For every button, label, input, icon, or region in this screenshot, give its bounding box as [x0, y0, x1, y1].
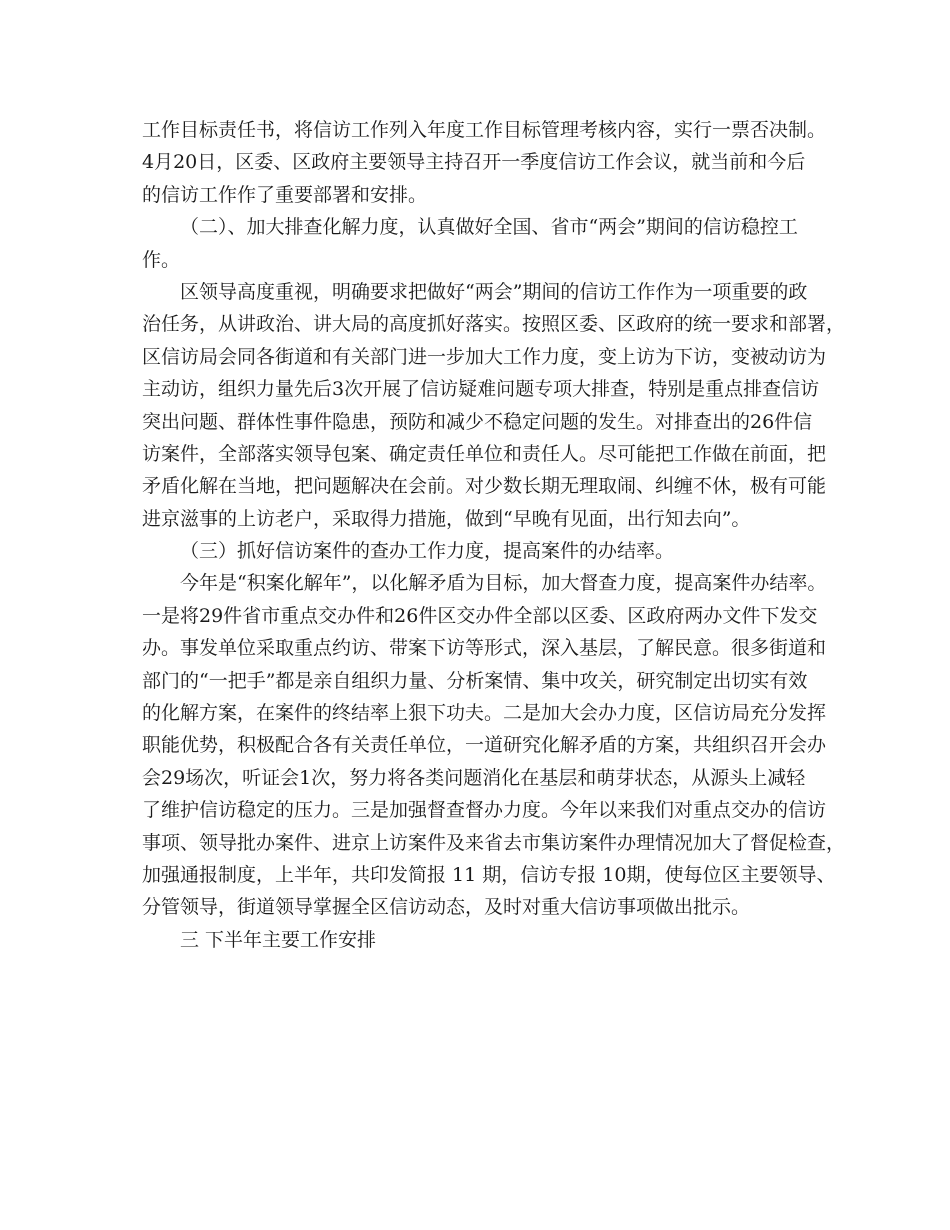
text-line: 一是将29件省市重点交办件和26件区交办件全部以区委、区政府两办文件下发交 [142, 604, 818, 627]
paragraph-start: 今年是“积案化解年”，以化解矛盾为目标，加大督查力度，提高案件办结率。 [180, 572, 827, 595]
text-line: 作。 [142, 248, 181, 271]
document-body [142, 114, 846, 956]
text-line: 4月20日，区委、区政府主要领导主持召开一季度信访工作会议，就当前和今后 [142, 151, 806, 174]
text-line: 部门的“一把手”都是亲自组织力量、分析案情、集中攻关，研究制定出切实有效 [142, 669, 808, 692]
section-heading-3: （三）抓好信访案件的查办工作力度，提高案件的办结率。 [180, 540, 675, 563]
paragraph-start: 区领导高度重视，明确要求把做好“两会”期间的信访工作作为一项重要的政 [180, 280, 808, 303]
section-heading-main: 三 下半年主要工作安排 [180, 928, 377, 951]
text-line: 的化解方案，在案件的终结率上狠下功夫。二是加大会办力度，区信访局充分发挥 [142, 702, 827, 725]
text-line: 会29场次，听证会1次，努力将各类问题消化在基层和萌芽状态，从源头上减轻 [142, 766, 806, 789]
text-line: 主动访，组织力量先后3次开展了信访疑难问题专项大排查，特别是重点排查信访 [142, 378, 820, 401]
text-line: 分管领导，街道领导掌握全区信访动态，及时对重大信访事项做出批示。 [142, 896, 751, 919]
text-line: 访案件，全部落实领导包案、确定责任单位和责任人。尽可能把工作做在前面，把 [142, 442, 827, 465]
text-line: 工作目标责任书，将信访工作列入年度工作目标管理考核内容，实行一票否决制。 [142, 119, 827, 141]
text-line: 职能优势，积极配合各有关责任单位，一道研究化解矛盾的方案，共组织召开会办 [142, 734, 827, 757]
text-line: 区信访局会同各街道和有关部门进一步加大工作力度，变上访为下访，变被动访为 [142, 345, 827, 368]
text-line: 突出问题、群体性事件隐患，预防和减少不稳定问题的发生。对排查出的26件信 [142, 410, 813, 433]
text-line: 治任务，从讲政治、讲大局的高度抓好落实。按照区委、区政府的统一要求和部署， [142, 313, 846, 336]
text-line: 矛盾化解在当地，把问题解决在会前。对少数长期无理取闹、纠缠不休，极有可能 [142, 475, 827, 498]
text-line: 的信访工作作了重要部署和安排。 [142, 183, 428, 206]
text-line: 进京滋事的上访老户，采取得力措施，做到“早晚有见面，出行知去向”。 [142, 507, 751, 530]
text-line: 了维护信访稳定的压力。三是加强督查督办力度。今年以来我们对重点交办的信访 [142, 799, 827, 822]
text-line: 加强通报制度，上半年，共印发简报 11 期，信访专报 10期，使每位区主要领导、 [142, 863, 836, 886]
text-line: 办。事发单位采取重点约访、带案下访等形式，深入基层，了解民意。很多街道和 [142, 637, 827, 660]
text-line: 事项、领导批办案件、进京上访案件及来省去市集访案件办理情况加大了督促检查， [142, 831, 846, 854]
section-heading-2: （二）、加大排查化解力度，认真做好全国、省市“两会”期间的信访稳控工 [180, 216, 798, 239]
